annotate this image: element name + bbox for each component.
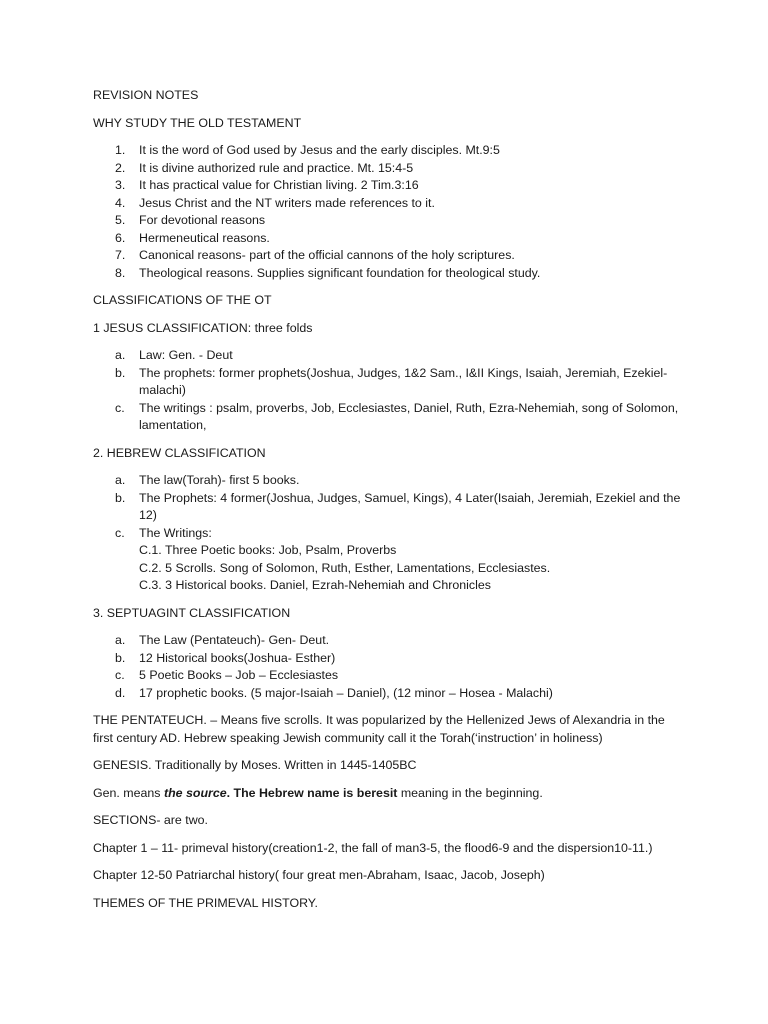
list-marker: c. <box>115 400 125 415</box>
list-item <box>93 667 683 685</box>
sections-paragraph: SECTIONS- are two. <box>93 813 208 827</box>
list-item-text: It is divine authorized rule and practice. Mt. 15:4-5 <box>139 160 414 175</box>
list-marker: c. <box>115 668 125 682</box>
list-item-text: The Prophets: 4 former(Joshua, Judges, Samuel, Kings), 4 Later(Isaiah, Jeremiah, Ezekiel and the 12) <box>139 490 681 522</box>
list-marker: b. <box>115 490 126 505</box>
pentateuch-paragraph: THE PENTATEUCH. – Means five scrolls. It was popularized by the Hellenized Jews of Alexandria in the first century AD. Hebrew speaking Jewish community call it the Torah(‘instruction’ in holiness) <box>93 713 665 745</box>
list-item <box>93 472 683 490</box>
list-marker: b. <box>115 365 126 380</box>
list-item <box>93 400 683 435</box>
septuagint-classification-list <box>93 632 683 702</box>
why-study-heading: WHY STUDY THE OLD TESTAMENT <box>93 115 302 130</box>
writings-subitem: C.3. 3 Historical books. Daniel, Ezrah-Nehemiah and Chronicles <box>139 578 491 592</box>
list-item <box>93 265 683 283</box>
hebrew-classification-heading: 2. HEBREW CLASSIFICATION <box>93 445 266 460</box>
jesus-classification-list <box>93 347 683 435</box>
why-study-list <box>93 142 683 282</box>
list-item-text: The writings : psalm, proverbs, Job, Ecclesiastes, Daniel, Ruth, Ezra-Nehemiah, song of Solomon, lamentation, <box>139 400 679 432</box>
list-item <box>93 177 683 195</box>
gen-means-paragraph <box>93 785 683 803</box>
list-marker: 6. <box>115 230 126 245</box>
hebrew-classification-list <box>93 472 683 595</box>
list-item <box>93 142 683 160</box>
list-marker: 3. <box>115 178 126 192</box>
list-item <box>93 230 683 248</box>
list-item-text: Hermeneutical reasons. <box>139 230 270 245</box>
list-marker: 4. <box>115 195 126 210</box>
list-marker: 8. <box>115 265 126 280</box>
list-item-text: The prophets: former prophets(Joshua, Judges, 1&2 Sam., I&II Kings, Isaiah, Jeremiah, Ezekiel-malachi) <box>139 365 668 397</box>
list-marker: d. <box>115 685 126 700</box>
writings-subitem: C.1. Three Poetic books: Job, Psalm, Proverbs <box>139 543 397 557</box>
list-item-text: 12 Historical books(Joshua- Esther) <box>139 650 336 665</box>
list-item-text: The Writings: <box>139 525 212 540</box>
list-item <box>93 347 683 365</box>
chapter-12-50-paragraph: Chapter 12-50 Patriarchal history( four great men-Abraham, Isaac, Jacob, Joseph) <box>93 868 545 882</box>
gen-means-tail: meaning in the beginning. <box>397 785 543 800</box>
list-item-text: 5 Poetic Books – Job – Ecclesiastes <box>139 668 339 682</box>
list-marker: a. <box>115 473 126 487</box>
genesis-paragraph: GENESIS. Traditionally by Moses. Written in 1445-1405BC <box>93 758 417 772</box>
jesus-classification-heading: 1 JESUS CLASSIFICATION: three folds <box>93 320 313 335</box>
list-marker: 7. <box>115 248 126 262</box>
septuagint-classification-heading: 3. SEPTUAGINT CLASSIFICATION <box>93 605 291 620</box>
list-item-text: Jesus Christ and the NT writers made references to it. <box>139 195 435 210</box>
list-item <box>93 490 683 525</box>
gen-means-text: Gen. means <box>93 785 164 800</box>
list-item-text: It is the word of God used by Jesus and the early disciples. Mt.9:5 <box>139 143 500 157</box>
list-item-text: It has practical value for Christian living. 2 Tim.3:16 <box>139 178 419 192</box>
list-marker: c. <box>115 525 125 540</box>
list-item <box>93 212 683 230</box>
list-item <box>93 160 683 178</box>
writings-subitem: C.2. 5 Scrolls. Song of Solomon, Ruth, Esther, Lamentations, Ecclesiastes. <box>139 560 551 575</box>
list-item <box>93 365 683 400</box>
list-item-text: The Law (Pentateuch)- Gen- Deut. <box>139 633 330 647</box>
list-item-text: Theological reasons. Supplies significant foundation for theological study. <box>139 265 541 280</box>
list-item <box>93 650 683 668</box>
document-title: REVISION NOTES <box>93 88 199 102</box>
list-item <box>93 247 683 265</box>
list-marker: a. <box>115 348 126 362</box>
list-item-text: 17 prophetic books. (5 major-Isaiah – Daniel), (12 minor – Hosea - Malachi) <box>139 685 553 700</box>
list-item <box>93 525 683 595</box>
list-marker: a. <box>115 633 126 647</box>
list-item <box>93 632 683 650</box>
list-item-text: The law(Torah)- first 5 books. <box>139 473 300 487</box>
list-item-text: For devotional reasons <box>139 213 266 227</box>
classifications-heading: CLASSIFICATIONS OF THE OT <box>93 293 272 307</box>
list-marker: b. <box>115 650 126 665</box>
list-item-text: Law: Gen. - Deut <box>139 348 233 362</box>
list-marker: 2. <box>115 160 126 175</box>
document-page <box>93 87 683 922</box>
list-marker: 5. <box>115 213 126 227</box>
list-item <box>93 195 683 213</box>
gen-means-bold: . The Hebrew name is beresit <box>226 785 398 800</box>
list-item <box>93 685 683 703</box>
list-item-text: Canonical reasons- part of the official cannons of the holy scriptures. <box>139 248 515 262</box>
gen-means-emphasis: the source <box>163 785 227 800</box>
chapter-1-11-paragraph: Chapter 1 – 11- primeval history(creation1-2, the fall of man3-5, the flood6-9 and the dispersion10-11.) <box>93 840 653 855</box>
themes-heading: THEMES OF THE PRIMEVAL HISTORY. <box>93 895 318 910</box>
list-marker: 1. <box>115 143 126 157</box>
